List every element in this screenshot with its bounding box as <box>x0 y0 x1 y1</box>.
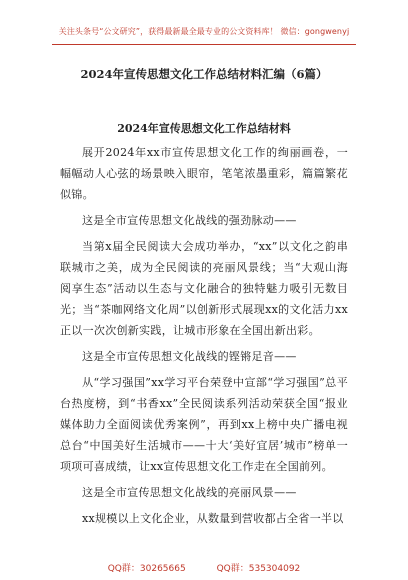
document-title: 2024年宣传思想文化工作总结材料汇编（6篇） <box>80 67 328 81</box>
header-note: 关注头条号“公文研究”，获得最新最全最专业的公文资料库！ 微信：gongwenyj <box>58 27 350 36</box>
footer <box>0 561 408 574</box>
section-title: 2024年宣传思想文化工作总结材料 <box>117 122 291 135</box>
paragraph: 这是全市宣传思想文化战线的亮丽风景—— <box>82 486 297 499</box>
paragraph: 展开2024年xx市宣传思想文化工作的绚丽画卷，一幅幅动人心弦的场景映入眼帘，笔笔浓墨重彩，篇篇繁花似锦。 <box>60 146 348 201</box>
paragraph: 这是全市宣传思想文化战线的强劲脉动—— <box>82 214 297 227</box>
paragraph: xx规模以上文化企业，从数量到营收都占全省一半以 <box>82 512 344 525</box>
paragraph: 当第x届全民阅读大会成功举办，“xx”以文化之韵串联城市之美，成为全民阅读的亮丽风景线；当“大观山海阅享生态”活动以生态与文化融合的独特魅力吸引无数目光；当“茶咖网络文化周”以创新形式展现xx的文化活力xx正以一次次创新实践，让城市形象在全国出新出彩。 <box>60 240 348 337</box>
header-divider <box>52 44 356 45</box>
paragraph: 从“学习强国”xx学习平台荣登中宣部“学习强国”总平台热度榜，到“书香xx”全民阅读系列活动荣获全国“报业媒体助力全面阅读优秀案例”，再到xx上榜中央广播电视总台“中国美好生活城市——十大‘美好宜居’城市”榜单一项项可喜成绩，让xx宣传思想文化工作走在全国前列。 <box>60 376 348 473</box>
paragraph: 这是全市宣传思想文化战线的铿锵足音—— <box>82 350 297 363</box>
footer-qq-group-2: QQ群：535304092 <box>216 564 301 574</box>
document-body <box>60 142 348 534</box>
footer-qq-group-1: QQ群：30265665 <box>107 564 186 574</box>
